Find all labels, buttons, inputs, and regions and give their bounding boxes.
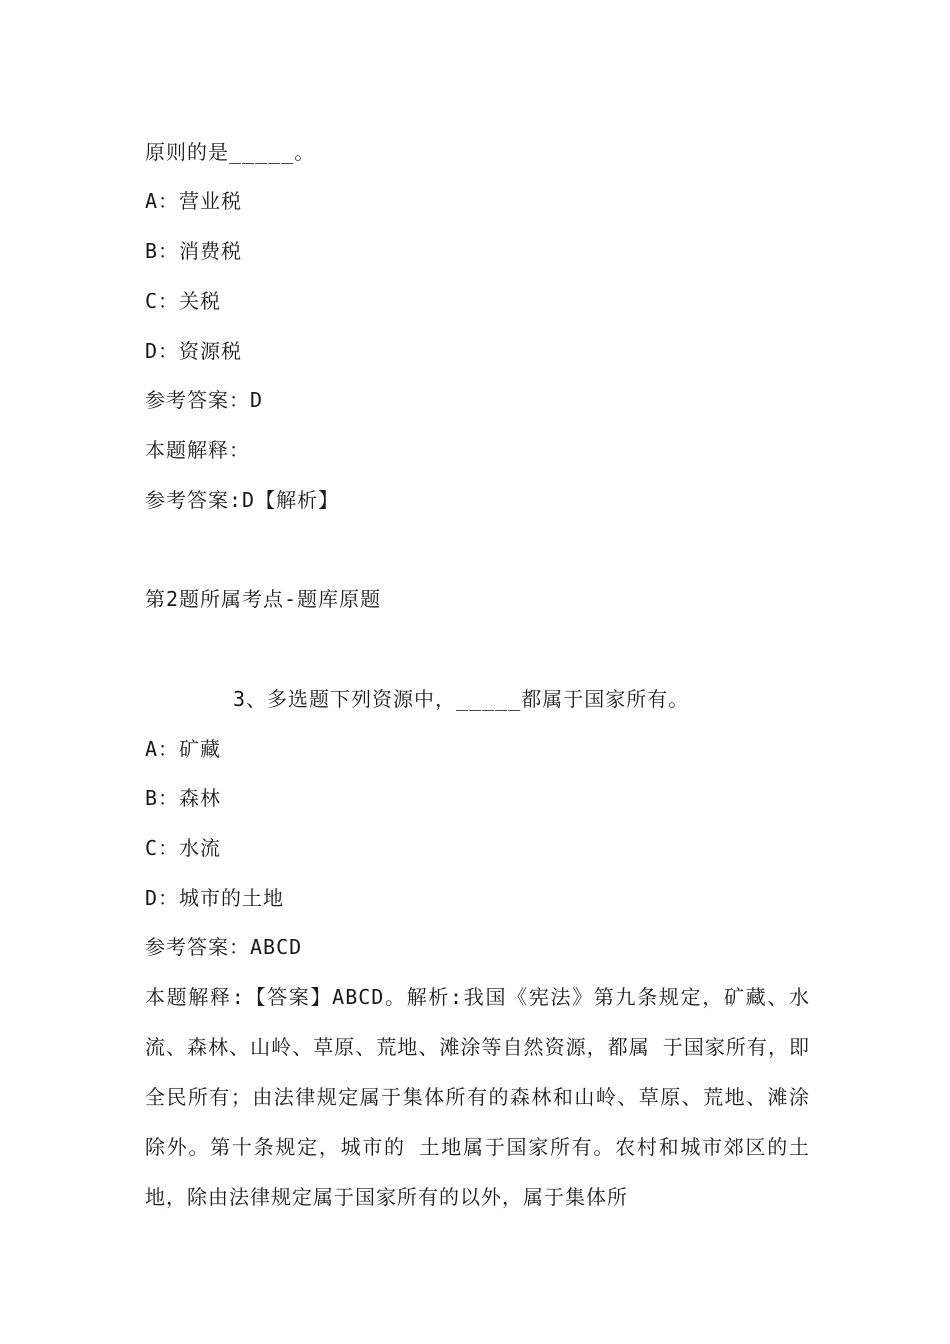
answer-line: 参考答案：D — [145, 388, 264, 412]
explanation-label: 本题解释： — [145, 438, 250, 462]
answer-line: 参考答案：ABCD — [145, 935, 303, 959]
option-b: B：森林 — [145, 786, 222, 810]
explanation-paragraph: 本题解释:【答案】ABCD。解析:我国《宪法》第九条规定，矿藏、水流、森林、山岭、草原、荒地、滩涂等自然资源，都属 于国家所有，即全民所有；由法律规定属于集体所有的森林和山岭、草原、荒地、滩涂除外。第十条规定，城市的 土地属于国家所有。农村和城市郊区的土地，除由法律规定属于国家所有的以外，属于集体所 — [145, 985, 810, 1209]
option-d: D：城市的土地 — [145, 886, 285, 910]
option-c: C：关税 — [145, 289, 222, 313]
option-a: A：矿藏 — [145, 737, 222, 761]
section-title: 第2题所属考点-题库原题 — [145, 587, 382, 611]
option-c: C：水流 — [145, 836, 222, 860]
option-d: D：资源税 — [145, 339, 243, 363]
explanation-line: 参考答案:D【解析】 — [145, 488, 340, 512]
question-stem: 3、多选题下列资源中，_____都属于国家所有。 — [233, 687, 690, 711]
option-a: A：营业税 — [145, 189, 243, 213]
question-stem-tail: 原则的是_____。 — [145, 140, 316, 164]
option-b: B：消费税 — [145, 239, 243, 263]
